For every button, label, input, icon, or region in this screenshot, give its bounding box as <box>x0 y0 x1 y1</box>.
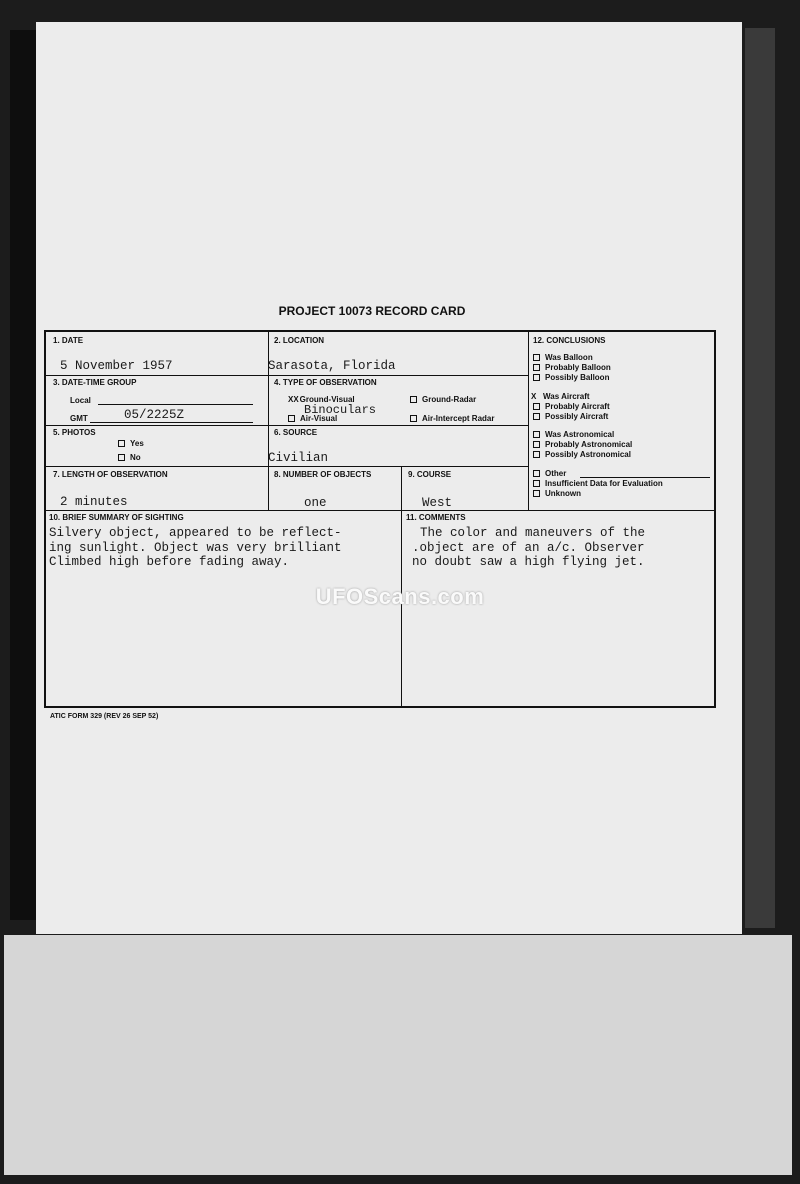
checkbox <box>533 364 540 371</box>
other-underline <box>580 477 710 478</box>
conclusion-label: Possibly Balloon <box>545 373 610 382</box>
source-value: Civilian <box>268 451 329 465</box>
checkbox <box>533 490 540 497</box>
divider <box>528 332 529 510</box>
comments-text <box>412 526 645 570</box>
checkbox <box>533 441 540 448</box>
conclusion-option <box>533 373 609 382</box>
summary-line: Silvery object, appeared to be reflect- <box>49 526 342 540</box>
location-value: Sarasota, Florida <box>268 359 396 373</box>
conclusion-option <box>533 430 614 439</box>
length-of-observation-value: 2 minutes <box>60 495 128 509</box>
checkbox <box>118 454 125 461</box>
number-of-objects-value: one <box>304 496 327 510</box>
summary-line: Climbed high before fading away. <box>49 555 290 569</box>
comment-line: .object are of an a/c. Observer <box>412 540 645 555</box>
card-title: PROJECT 10073 RECORD CARD <box>278 304 466 318</box>
checkbox <box>533 451 540 458</box>
conclusion-label: Was Astronomical <box>545 430 615 439</box>
source-label: 6. SOURCE <box>274 428 318 437</box>
number-of-objects-label: 8. NUMBER OF OBJECTS <box>274 470 372 479</box>
conclusion-option <box>533 353 593 362</box>
photos-no-option <box>118 453 141 462</box>
ground-radar-option <box>410 395 476 404</box>
local-underline <box>98 404 253 405</box>
conclusion-option <box>533 363 611 372</box>
divider <box>46 466 528 467</box>
conclusion-option <box>533 402 610 411</box>
checkbox <box>288 415 295 422</box>
conclusion-option <box>533 440 632 449</box>
summary-line: ing sunlight. Object was very brilliant <box>49 540 342 555</box>
air-intercept-radar-label: Air-Intercept Radar <box>422 414 495 423</box>
photos-label: 5. PHOTOS <box>53 428 96 437</box>
lower-sheet <box>4 935 792 1175</box>
date-value: 5 November 1957 <box>60 359 173 373</box>
conclusion-label: Possibly Aircraft <box>545 412 609 421</box>
checkbox-checked: XX <box>288 395 299 404</box>
conclusion-option <box>533 479 663 488</box>
checkbox <box>533 374 540 381</box>
divider <box>46 510 716 511</box>
length-of-observation-label: 7. LENGTH OF OBSERVATION <box>53 470 168 479</box>
brief-summary-text <box>49 526 342 570</box>
gmt-underline <box>90 422 253 423</box>
course-value: West <box>422 496 453 510</box>
conclusion-label: Probably Balloon <box>545 363 611 372</box>
conclusion-label: Possibly Astronomical <box>545 450 631 459</box>
checkbox <box>410 396 417 403</box>
ground-radar-label: Ground-Radar <box>422 395 477 404</box>
conclusion-label: Other <box>545 469 567 478</box>
date-label: 1. DATE <box>53 336 84 345</box>
comment-line: no doubt saw a high flying jet. <box>412 555 645 569</box>
conclusion-label: Was Balloon <box>545 353 593 362</box>
conclusion-option <box>533 450 631 459</box>
scan-right-edge <box>745 28 775 928</box>
record-card <box>44 330 716 708</box>
divider <box>46 425 528 426</box>
date-time-group-label: 3. DATE-TIME GROUP <box>53 378 137 387</box>
comment-line: The color and maneuvers of the <box>420 526 646 540</box>
conclusion-label: Unknown <box>545 489 581 498</box>
conclusion-option-checked <box>531 392 590 401</box>
divider <box>46 375 528 376</box>
checkbox-checked: X <box>531 392 537 401</box>
checkbox <box>410 415 417 422</box>
conclusion-option <box>533 469 566 478</box>
local-label: Local <box>70 396 91 405</box>
brief-summary-label: 10. BRIEF SUMMARY OF SIGHTING <box>49 513 184 522</box>
observation-note: Binoculars <box>304 403 377 417</box>
gmt-label: GMT <box>70 414 88 423</box>
photos-yes-option <box>118 439 144 448</box>
scan-left-edge <box>10 30 36 920</box>
photos-yes-label: Yes <box>130 439 144 448</box>
checkbox <box>118 440 125 447</box>
checkbox <box>533 470 540 477</box>
photos-no-label: No <box>130 453 141 462</box>
type-of-observation-label: 4. TYPE OF OBSERVATION <box>274 378 377 387</box>
checkbox <box>533 354 540 361</box>
checkbox <box>533 480 540 487</box>
checkbox <box>533 413 540 420</box>
gmt-value: 05/2225Z <box>124 408 185 422</box>
conclusion-label: Was Aircraft <box>543 392 590 401</box>
conclusion-label: Probably Aircraft <box>545 402 610 411</box>
course-label: 9. COURSE <box>408 470 452 479</box>
ground-visual-label: Ground-Visual <box>299 395 355 404</box>
form-id: ATIC FORM 329 (REV 26 SEP 52) <box>50 713 159 720</box>
conclusion-label: Insufficient Data for Evaluation <box>545 479 663 488</box>
watermark: UFOScans.com <box>315 584 485 609</box>
air-visual-label: Air-Visual <box>300 414 338 423</box>
checkbox <box>533 431 540 438</box>
conclusion-option <box>533 489 581 498</box>
conclusion-label: Probably Astronomical <box>545 440 633 449</box>
checkbox <box>533 403 540 410</box>
location-label: 2. LOCATION <box>274 336 325 345</box>
air-intercept-radar-option <box>410 414 494 423</box>
comments-label: 11. COMMENTS <box>406 513 466 522</box>
conclusion-option <box>533 412 608 421</box>
conclusions-label: 12. CONCLUSIONS <box>533 336 606 345</box>
